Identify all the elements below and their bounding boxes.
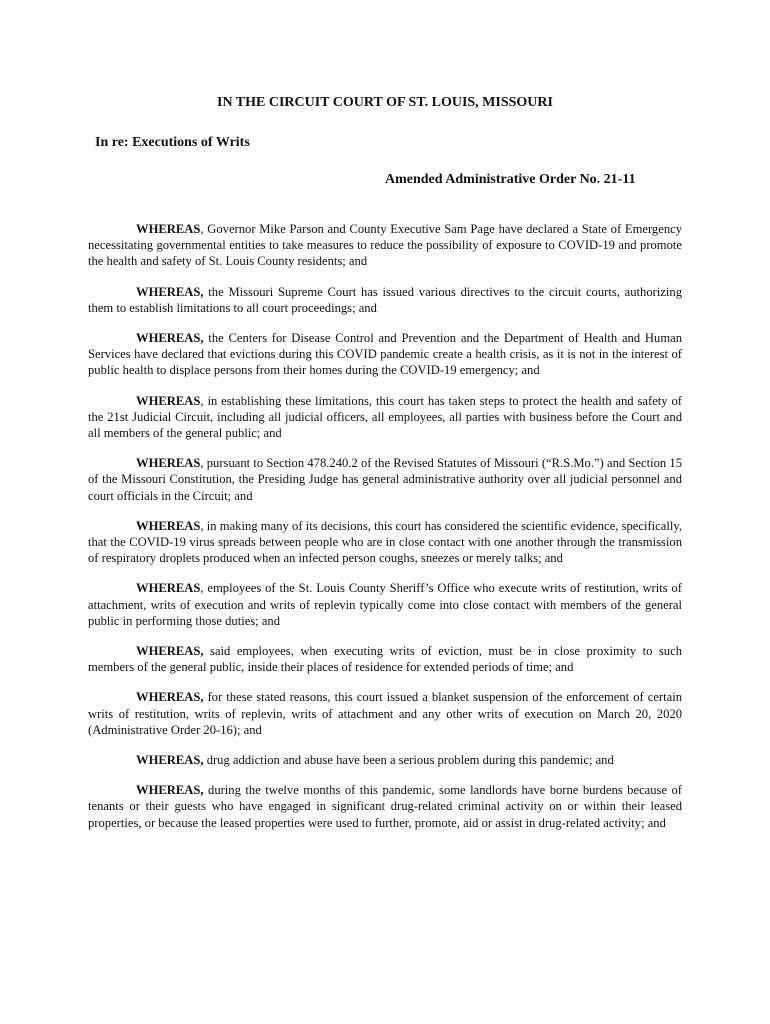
whereas-paragraph [88,393,682,442]
whereas-lead: WHEREAS [136,393,201,408]
whereas-paragraph [88,689,682,738]
whereas-lead: WHEREAS, [136,783,204,798]
whereas-lead: WHEREAS [136,222,201,236]
paragraph-text: the Missouri Supreme Court has issued various directives to the circuit courts, authorizing them to establish limitations to all court proceedings; and [88,284,682,315]
whereas-lead: WHEREAS, [136,690,204,705]
paragraph-text: , in establishing these limitations, this court has taken steps to protect the health and safety of the 21st Judicial Circuit, including all judicial officers, all employees, all parties with business before the Court and all members of the general public; and [88,393,682,441]
whereas-lead: WHEREAS [136,581,201,596]
whereas-lead: WHEREAS [136,456,201,471]
document-body [88,221,682,845]
whereas-lead: WHEREAS, [136,331,204,346]
whereas-paragraph [88,518,682,567]
in-re-caption: In re: Executions of Writs [95,135,250,150]
paragraph-text: said employees, when executing writs of eviction, must be in close proximity to such members of the general public, inside their places of residence for extended periods of time; and [88,644,682,675]
whereas-paragraph [88,330,682,379]
whereas-paragraph [88,455,682,504]
paragraph-text: , pursuant to Section 478.240.2 of the Revised Statutes of Missouri (“R.S.Mo.”) and Section 15 of the Missouri Constitution, the Presiding Judge has general administrative authority over all judicial personnel and court officials in the Circuit; and [88,456,682,503]
paragraph-text: drug addiction and abuse have been a serious problem during this pandemic; and [203,753,614,768]
whereas-paragraph [88,221,682,270]
paragraph-text: during the twelve months of this pandemic, some landlords have borne burdens because of tenants or their guests who have engaged in significant drug-related criminal activity on or within their leased properties, or because the leased properties were used to further, promote, aid or assist in drug-related activity; and [88,783,682,830]
whereas-paragraph [88,284,682,316]
order-number: Amended Administrative Order No. 21-11 [385,172,636,187]
whereas-lead: WHEREAS, [136,284,204,299]
paragraph-text: for these stated reasons, this court issued a blanket suspension of the enforcement of certain writs of restitution, writs of replevin, writs of attachment and any other writs of execution on March 20, 2020 (Administrative Order 20-16); and [88,690,682,737]
whereas-lead: WHEREAS, [136,644,204,659]
paragraph-text: the Centers for Disease Control and Prevention and the Department of Health and Human Services have declared that evictions during this COVID pandemic create a health crisis, as it is not in the interest of public health to displace persons from their homes during the COVID-19 emergency; and [88,331,682,378]
paragraph-text: , employees of the St. Louis County Sheriff’s Office who execute writs of restitution, writs of attachment, writs of execution and writs of replevin typically come into close contact with members of the general public in performing those duties; and [88,581,682,628]
whereas-paragraph [88,782,682,831]
paragraph-text: , in making many of its decisions, this court has considered the scientific evidence, specifically, that the COVID-19 virus spreads between people who are in close contact with one another through the transmission of respiratory droplets produced when an infected person coughs, sneezes or merely talks; and [88,518,682,566]
whereas-paragraph [88,580,682,629]
whereas-lead: WHEREAS, [136,753,204,768]
court-title: IN THE CIRCUIT COURT OF ST. LOUIS, MISSOURI [217,95,553,110]
paragraph-text: , Governor Mike Parson and County Executive Sam Page have declared a State of Emergency necessitating governmental entities to take measures to reduce the possibility of exposure to COVID-19 and promote the health and safety of St. Louis County residents; and [88,222,682,269]
whereas-lead: WHEREAS [136,518,201,533]
whereas-paragraph [88,643,682,675]
whereas-paragraph [88,752,682,768]
